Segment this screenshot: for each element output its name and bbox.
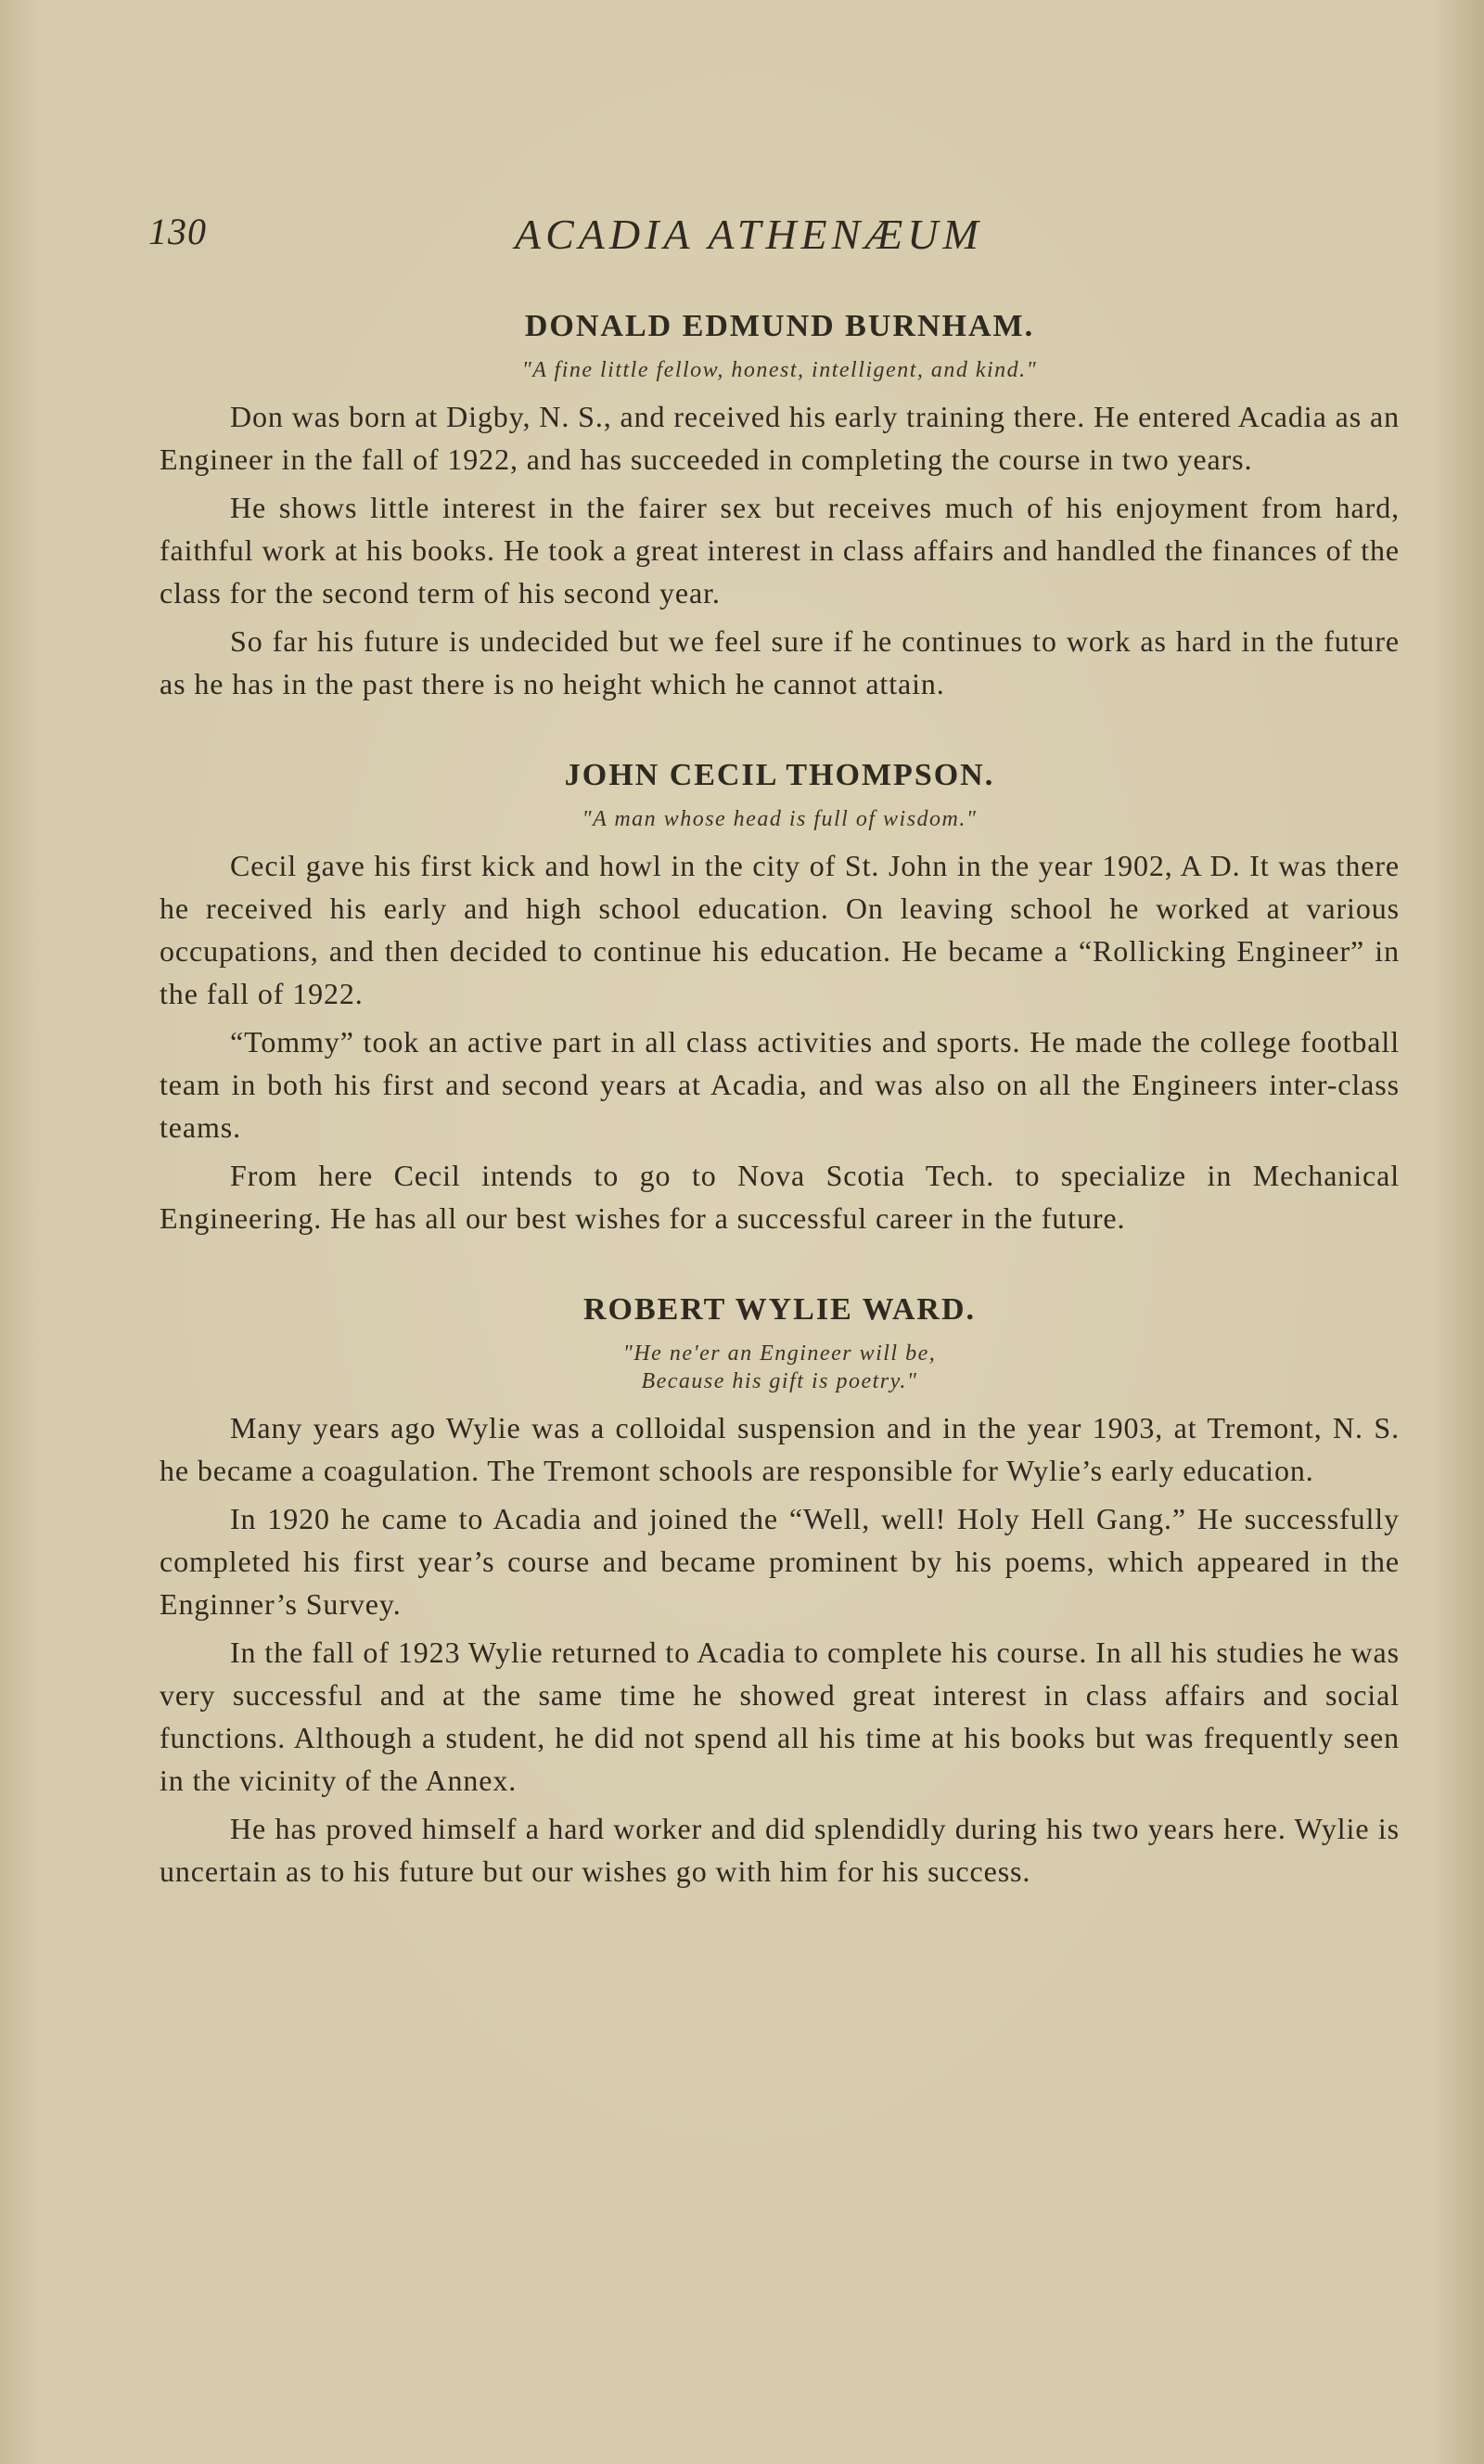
section-heading: DONALD EDMUND BURNHAM. xyxy=(524,309,1035,343)
paragraph: Many years ago Wylie was a colloidal suspension and in the year 1903, at Tremont, N. S. he became a coagulation. The Tremont schools are responsible for Wylie’s early education. xyxy=(160,1411,1400,1487)
epigraph xyxy=(160,1340,1400,1395)
epigraph-line: "A man whose head is full of wisdom." xyxy=(582,807,978,831)
paragraph: So far his future is undecided but we feel sure if he continues to work as hard in the future as he has in the past there is no height which he cannot attain. xyxy=(160,624,1400,700)
epigraph-line: "He ne'er an Engineer will be, xyxy=(622,1341,937,1366)
journal-title: ACADIA ATHENÆUM xyxy=(515,211,983,258)
paragraph: He has proved himself a hard worker and did splendidly during his two years here. Wylie is uncertain as to his future but our wishes go with him for his success. xyxy=(160,1812,1400,1888)
epigraph xyxy=(160,356,1400,384)
section-heading: JOHN CECIL THOMPSON. xyxy=(564,758,995,792)
section-heading: ROBERT WYLIE WARD. xyxy=(582,1292,977,1327)
paragraph: He shows little interest in the fairer sex but receives much of his enjoyment from hard, faithful work at his books. He took a great interest in class affairs and handled the finances of the class for the second term of his second year. xyxy=(160,491,1400,610)
paragraph: Don was born at Digby, N. S., and received his early training there. He entered Acadia as an Engineer in the fall of 1922, and has succeeded in completing the course in two years. xyxy=(160,400,1400,476)
biography-thompson xyxy=(160,755,1400,1239)
paragraph: From here Cecil intends to go to Nova Scotia Tech. to specialize in Mechanical Engineering. He has all our best wishes for a successful career in the future. xyxy=(160,1159,1400,1235)
paragraph: In the fall of 1923 Wylie returned to Acadia to complete his course. In all his studies he was very successful and at the same time he showed great interest in class affairs and social functions. Although a student, he did not spend all his time at his books but was frequently seen in the vicinity of the Annex. xyxy=(160,1636,1400,1797)
running-head xyxy=(0,210,1484,265)
paragraph: Cecil gave his first kick and howl in the city of St. John in the year 1902, A D. It was there he received his early and high school education. On leaving school he worked at various occupations, and then decided to continue his education. He became a “Rollicking Engineer” in the fall of 1922. xyxy=(160,849,1400,1010)
paragraph: In 1920 he came to Acadia and joined the “Well, well! Holy Hell Gang.” He successfully completed his first year’s course and became prominent by his poems, which appeared in the Enginner’s Survey. xyxy=(160,1502,1400,1621)
epigraph xyxy=(160,805,1400,833)
epigraph-line: Because his gift is poetry." xyxy=(641,1369,918,1393)
page-body xyxy=(160,306,1400,1943)
biography-burnham xyxy=(160,306,1400,705)
epigraph-line: "A fine little fellow, honest, intelligent, and kind." xyxy=(521,358,1038,382)
page-number: 130 xyxy=(148,211,207,252)
biography-ward xyxy=(160,1290,1400,1893)
paragraph: “Tommy” took an active part in all class activities and sports. He made the college football team in both his first and second years at Acadia, and was also on all the Engineers inter-class teams. xyxy=(160,1025,1400,1144)
